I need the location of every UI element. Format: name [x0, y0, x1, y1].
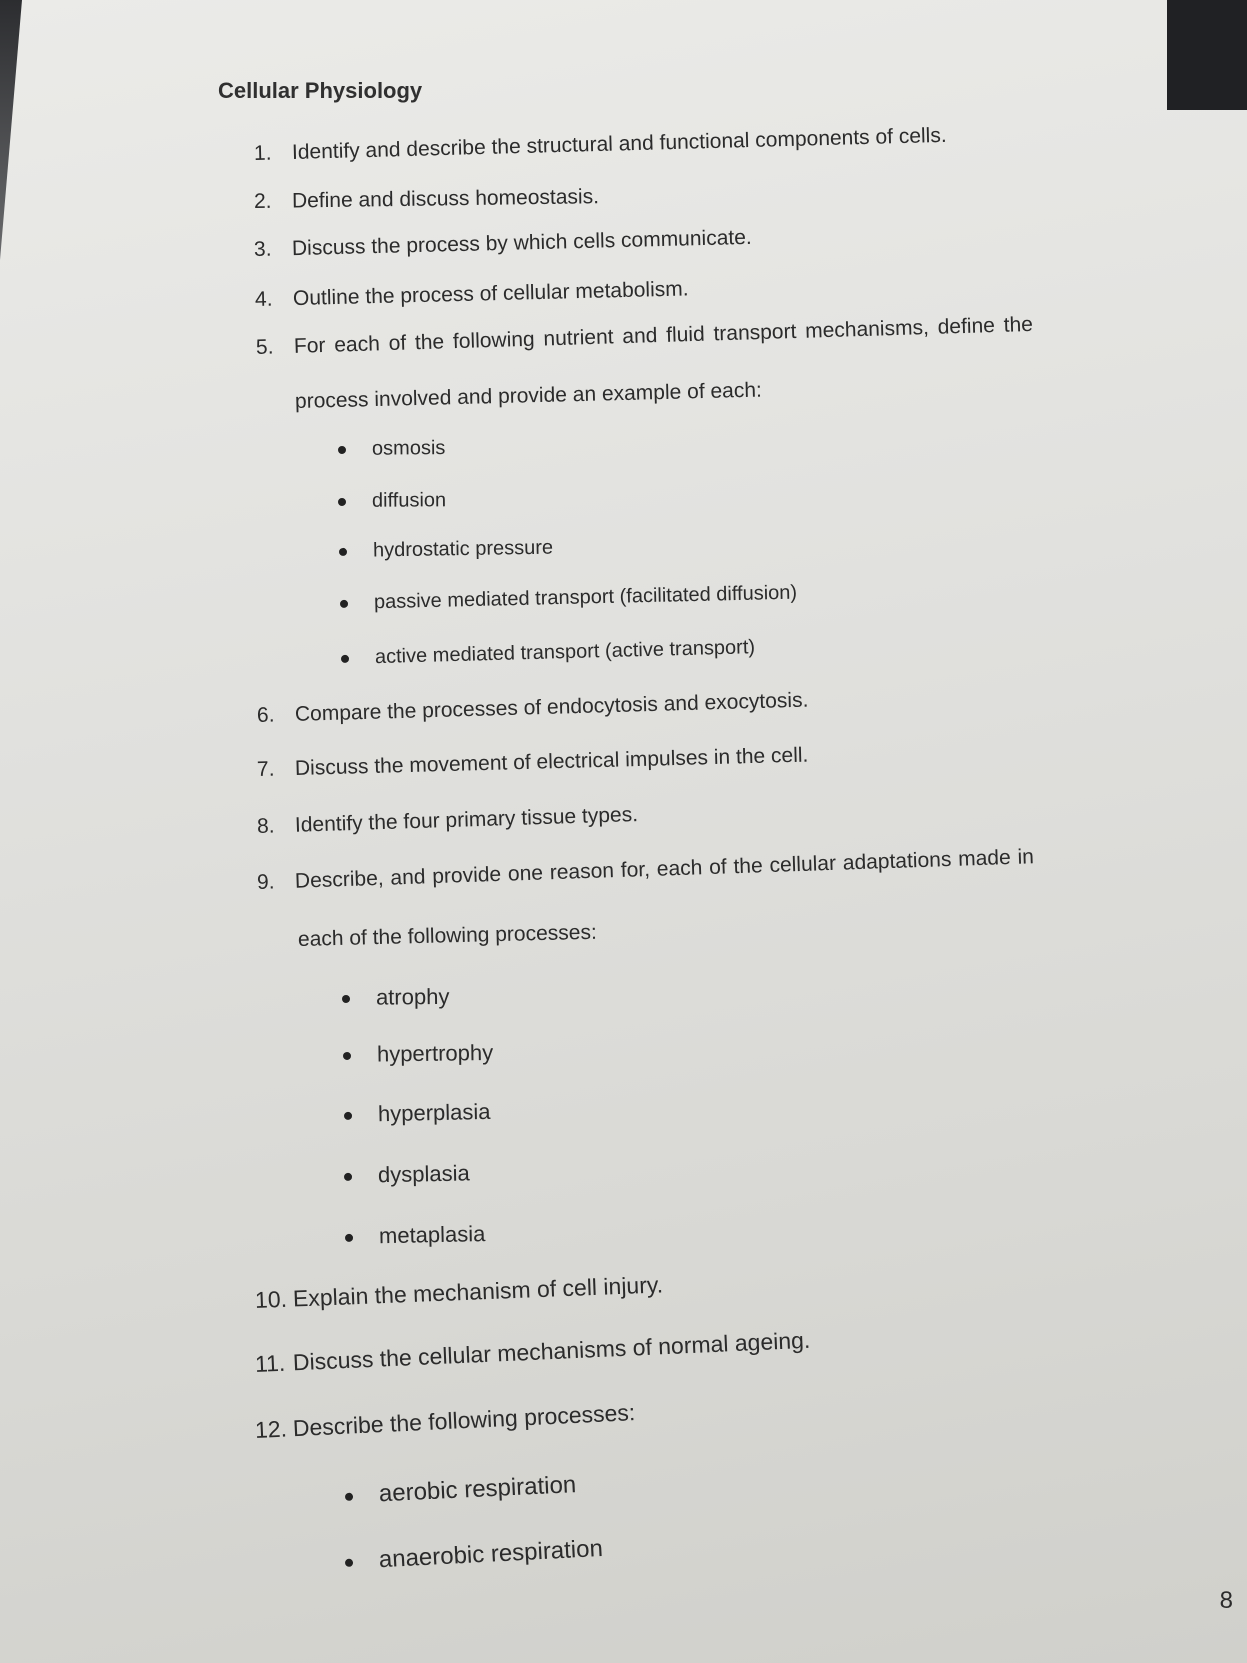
list-item-continued: [298, 921, 597, 952]
bullet-dot: [344, 1112, 352, 1120]
item-text: Discuss the movement of electrical impulses in the cell.: [294, 743, 809, 781]
list-item: [257, 689, 809, 728]
item-number: 8.: [256, 814, 275, 838]
bullet-text: diffusion: [371, 489, 447, 512]
bullet-dot: [338, 498, 346, 506]
list-item: [254, 124, 947, 166]
bullet-item: [343, 1040, 494, 1068]
bullet-dot: [345, 1234, 353, 1242]
bullet-item: [344, 1160, 470, 1189]
bullet-item: [341, 636, 756, 670]
bullet-item: [345, 1221, 486, 1250]
list-item: [257, 845, 1035, 895]
item-number: 6.: [256, 703, 275, 727]
list-item: [254, 226, 752, 262]
bullet-dot: [340, 600, 348, 608]
document-title: Cellular Physiology: [218, 78, 423, 103]
item-text: Explain the mechanism of cell injury.: [292, 1271, 664, 1312]
bullet-item: [338, 489, 446, 513]
bullet-text: atrophy: [375, 983, 450, 1010]
bullet-dot: [342, 995, 350, 1003]
item-text: Describe the following processes:: [292, 1399, 636, 1442]
item-text: Identify and describe the structural and functional components of cells.: [291, 123, 947, 165]
bullet-dot: [339, 548, 347, 556]
bullet-item: [344, 1535, 603, 1576]
list-item: [257, 803, 639, 839]
bullet-dot: [343, 1052, 351, 1060]
bullet-item: [342, 984, 450, 1011]
bullet-dot: [344, 1173, 352, 1181]
item-text-continued: process involved and provide an example of each:: [294, 378, 763, 413]
item-text: Outline the process of cellular metabolism.: [292, 277, 689, 311]
list-item: [255, 277, 689, 312]
page-number: 8: [1219, 1587, 1233, 1614]
list-item: [256, 313, 1034, 360]
bullet-item: [338, 437, 446, 461]
item-number: 11.: [254, 1349, 286, 1377]
list-item: [254, 1399, 635, 1444]
bullet-item: [339, 537, 553, 563]
item-text: Compare the processes of endocytosis and exocytosis.: [294, 688, 809, 726]
item-number: 10.: [254, 1285, 288, 1313]
bullet-text: active mediated transport (active transport): [374, 636, 756, 669]
list-item: [254, 1271, 663, 1314]
item-text: Discuss the process by which cells communicate.: [291, 225, 752, 261]
item-number: 7.: [256, 757, 275, 781]
bullet-text: passive mediated transport (facilitated diffusion): [373, 581, 798, 614]
bullet-dot: [341, 655, 349, 663]
bullet-item: [344, 1099, 491, 1128]
bullet-text: hypertrophy: [376, 1039, 494, 1067]
bullet-text: hydrostatic pressure: [372, 536, 554, 562]
item-number: 1.: [253, 141, 272, 165]
bullet-dot: [345, 1492, 353, 1500]
bullet-item: [340, 582, 798, 615]
list-item: [254, 1327, 810, 1378]
bullet-text: osmosis: [371, 437, 446, 460]
bullet-text: hyperplasia: [377, 1098, 491, 1127]
item-text: For each of the following nutrient and fluid transport mechanisms, define the: [293, 312, 1034, 358]
item-number: 4.: [254, 287, 273, 311]
bullet-dot: [345, 1558, 353, 1566]
bullet-text: metaplasia: [378, 1221, 486, 1249]
item-text: Discuss the cellular mechanisms of normal ageing.: [292, 1326, 811, 1376]
bullet-text: dysplasia: [377, 1160, 470, 1188]
item-number: 5.: [255, 335, 274, 359]
bullet-item: [344, 1471, 576, 1510]
list-item-continued: [295, 379, 762, 414]
item-number: 2.: [253, 189, 272, 213]
bullet-dot: [338, 446, 346, 454]
list-item: [254, 185, 599, 214]
item-text: Define and discuss homeostasis.: [291, 185, 600, 213]
list-item: [257, 744, 809, 782]
item-text: Identify the four primary tissue types.: [294, 803, 639, 837]
bullet-text: aerobic respiration: [378, 1471, 577, 1508]
bullet-text: anaerobic respiration: [378, 1534, 604, 1574]
item-text: Describe, and provide one reason for, each of the cellular adaptations made in: [294, 845, 1035, 893]
item-number: 3.: [253, 237, 272, 261]
item-number: 12.: [254, 1415, 288, 1443]
item-number: 9.: [256, 870, 275, 894]
item-text-continued: each of the following processes:: [297, 920, 598, 951]
